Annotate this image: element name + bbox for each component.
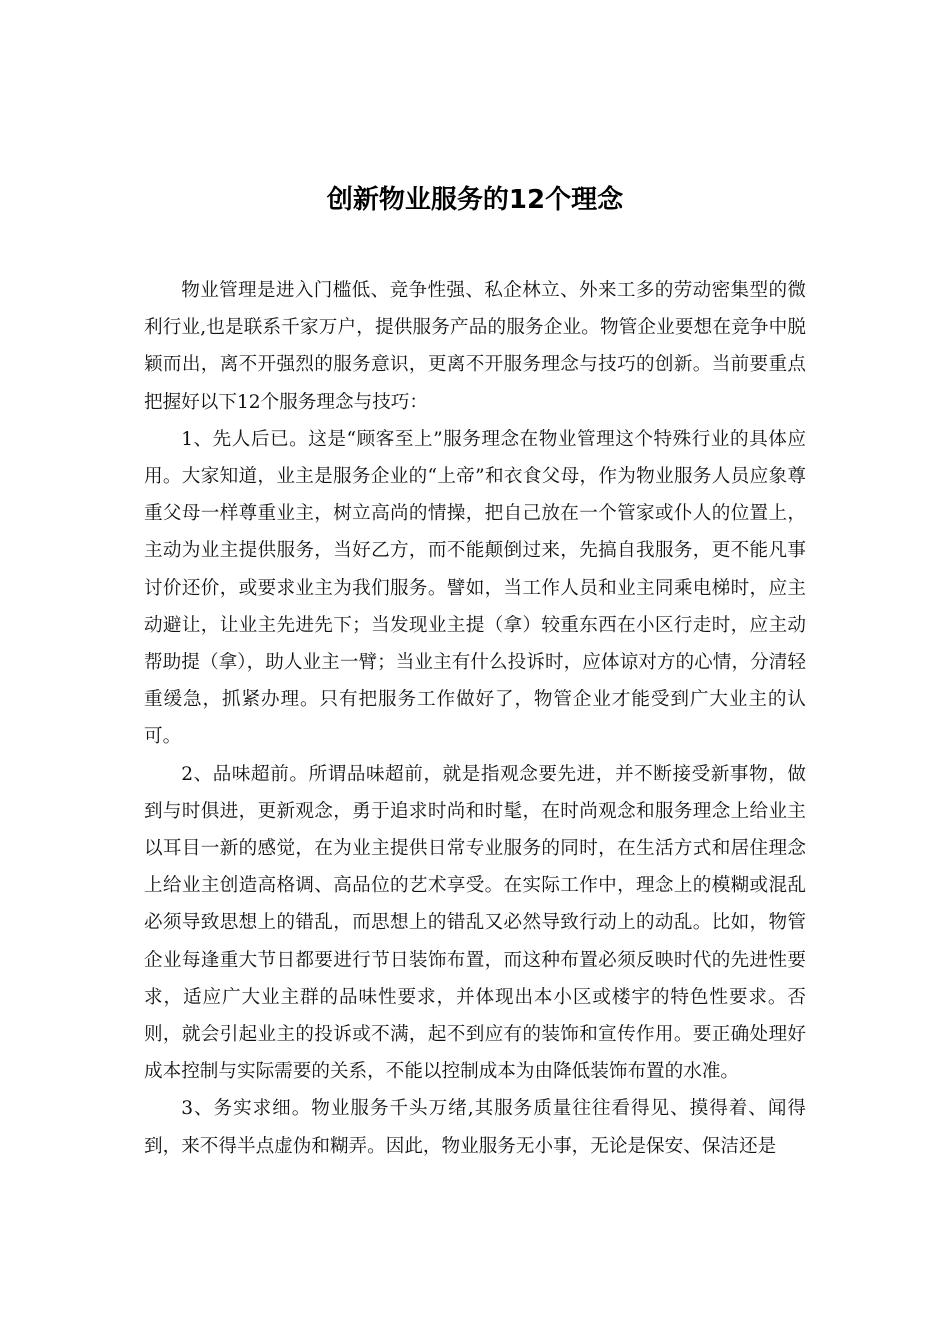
document-title: 创新物业服务的12个理念 bbox=[326, 185, 624, 215]
paragraph-1: 1、先人后已。这是“顾客至上”服务理念在物业管理这个特殊行业的具体应用。大家知道，业主是服务企业的“上帝”和衣食父母，作为物业服务人员应象尊重父母一样尊重业主，树立高尚的情操，把自己放在一个管家或仆人的位置上，主动为业主提供服务，当好乙方，而不能颠倒过来，先搞自我服务，更不能凡事讨价还价，或要求业主为我们服务。譬如，当工作人员和业主同乘电梯时，应主动避让，让业主先进先下；当发现业主提（拿）较重东西在小区行走时，应主动帮助提（拿），助人业主一臂；当业主有什么投诉时，应体谅对方的心情，分清轻重缓急，抓紧办理。只有把服务工作做好了，物管企业才能受到广大业主的认可。 bbox=[144, 428, 806, 748]
paragraph-2: 2、品味超前。所谓品味超前，就是指观念要先进，并不断接受新事物，做到与时俱进，更新观念，勇于追求时尚和时髦，在时尚观念和服务理念上给业主以耳目一新的感觉，在为业主提供日常专业服务的同时，在生活方式和居住理念上给业主创造高格调、高品位的艺术享受。在实际工作中，理念上的模糊或混乱必须导致思想上的错乱，而思想上的错乱又必然导致行动上的动乱。比如，物管企业每逢重大节日都要进行节日装饰布置，而这种布置必须反映时代的先进性要求，适应广大业主群的品味性要求，并体现出本小区或楼宇的特色性要求。否则，就会引起业主的投诉或不满，起不到应有的装饰和宣传作用。要正确处理好成本控制与实际需要的关系，不能以控制成本为由降低装饰布置的水准。 bbox=[144, 763, 806, 1083]
paragraph-intro: 物业管理是进入门槛低、竞争性强、私企林立、外来工多的劳动密集型的微利行业,也是联系千家万户，提供服务产品的服务企业。物管企业要想在竞争中脱颖而出，离不开强烈的服务意识，更离不开服务理念与技巧的创新。当前要重点把握好以下12个服务理念与技巧： bbox=[144, 280, 806, 413]
document-body bbox=[144, 272, 806, 1165]
paragraph-3: 3、务实求细。物业服务千头万绪,其服务质量往往看得见、摸得着、闻得到，来不得半点虚伪和糊弄。因此，物业服务无小事，无论是保安、保洁还是 bbox=[144, 1098, 806, 1157]
